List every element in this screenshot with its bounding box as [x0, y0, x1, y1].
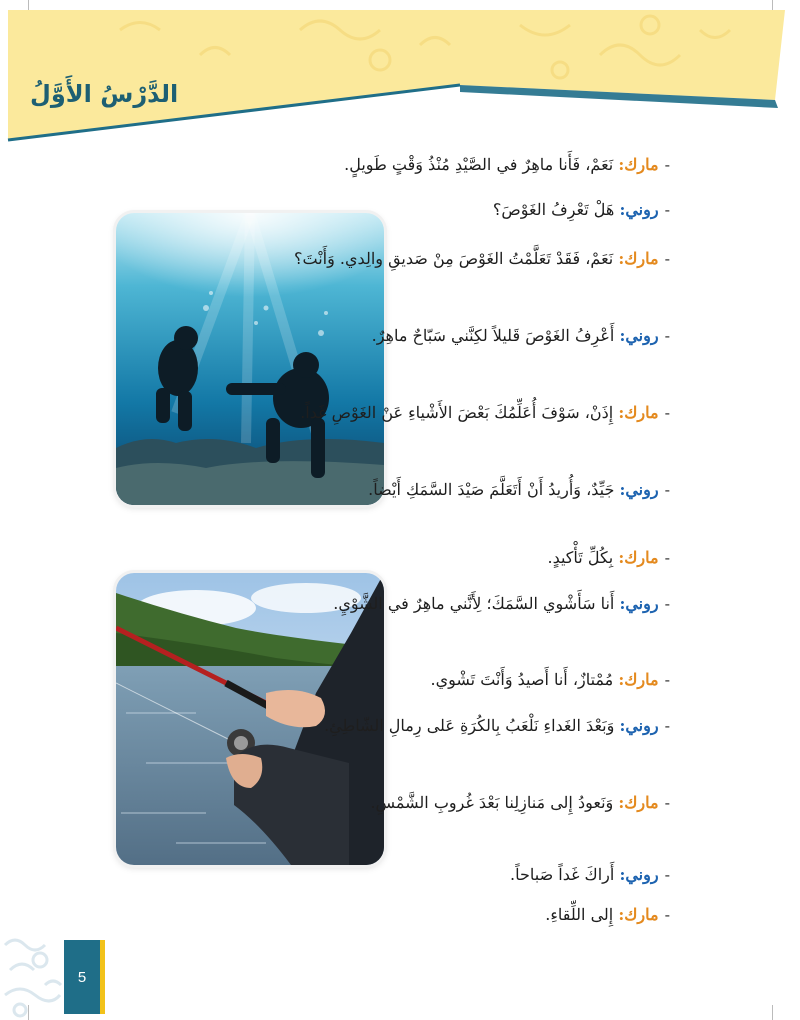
dialogue-line [270, 469, 670, 511]
speaker-colon: : [619, 865, 626, 884]
line-text: إِذَنْ، سَوْفَ أُعَلِّمُكَ بَعْضَ الأَشْياءِ عَنْ الغَوْصِ غَداً. [300, 403, 619, 422]
page-number-text: 5 [77, 968, 87, 986]
speaker-colon: : [618, 905, 625, 924]
speaker-name: مارك [624, 155, 659, 174]
speaker-colon: : [618, 249, 625, 268]
dialogue-line [270, 670, 670, 689]
dash: - [664, 865, 670, 884]
speaker-colon: : [619, 716, 626, 735]
speaker-colon: : [618, 793, 625, 812]
dialogue-line [270, 782, 670, 824]
dialogue-line [150, 155, 670, 174]
speaker-name: روني [625, 865, 659, 884]
line-text: هَلْ تَعْرِفُ الغَوْصَ؟ [492, 200, 620, 219]
speaker-colon: : [619, 480, 626, 499]
dialogue-line [150, 200, 670, 219]
dialogue-line [270, 583, 670, 625]
line-text: أَنا سَأَشْوي السَّمَكَ؛ لِأَنَّني ماهِرٌ في الشَّوْيِ. [333, 594, 620, 613]
dash: - [664, 670, 670, 689]
dash: - [664, 716, 670, 735]
line-text: بِكُلِّ تَأْكيدٍ. [547, 548, 619, 567]
dialogue-line [270, 238, 670, 280]
line-text: نَعَمْ، فَأَنا ماهِرٌ في الصَّيْدِ مُنْذُ وَقْتٍ طَويلٍ. [344, 155, 619, 174]
dash: - [664, 326, 670, 345]
speaker-name: روني [625, 594, 659, 613]
line-text: إِلى اللِّقاءِ. [545, 905, 619, 924]
dash: - [664, 594, 670, 613]
dialogue-line [270, 865, 670, 884]
dash: - [664, 403, 670, 422]
line-text: وَبَعْدَ الغَداءِ نَلْعَبُ بِالكُرَةِ عَلى رِمالِ الشّاطِئِ. [324, 716, 620, 735]
crop-mark [772, 1005, 773, 1020]
dash: - [664, 480, 670, 499]
lesson-title: الدَّرْسُ الأَوَّلُ [30, 80, 179, 108]
speaker-name: روني [625, 326, 659, 345]
speaker-name: روني [625, 716, 659, 735]
speaker-colon: : [619, 594, 626, 613]
speaker-name: مارك [624, 548, 659, 567]
speaker-name: مارك [624, 905, 659, 924]
speaker-name: مارك [624, 249, 659, 268]
line-text: أَراكَ غَداً صَباحاً. [510, 865, 620, 884]
speaker-colon: : [618, 403, 625, 422]
speaker-colon: : [618, 155, 625, 174]
dash: - [664, 249, 670, 268]
page-number [64, 940, 105, 1014]
dash: - [664, 793, 670, 812]
speaker-name: مارك [624, 670, 659, 689]
dash: - [664, 548, 670, 567]
line-text: جَيِّدٌ، وَأُريدُ أَنْ أَتَعَلَّمَ صَيْدَ السَّمَكِ أَيْضاً. [368, 480, 620, 499]
speaker-colon: : [618, 548, 625, 567]
dialogue-line [270, 548, 670, 567]
speaker-name: مارك [624, 793, 659, 812]
dash: - [664, 155, 670, 174]
dialogue-line [270, 392, 670, 434]
dash: - [664, 905, 670, 924]
header-banner [0, 0, 800, 150]
line-text: مُمْتازٌ، أَنا أَصيدُ وَأَنْتَ تَشْوي. [430, 670, 619, 689]
line-text: أَعْرِفُ الغَوْصَ قَليلاً لكِنَّني سَبّاحٌ ماهِرٌ. [371, 326, 620, 345]
dialogue-line [270, 315, 670, 357]
speaker-colon: : [619, 200, 626, 219]
dash: - [664, 200, 670, 219]
dialogue-line [270, 905, 670, 924]
speaker-colon: : [619, 326, 626, 345]
speaker-name: مارك [624, 403, 659, 422]
line-text: نَعَمْ، فَقَدْ تَعَلَّمْتُ الغَوْصَ مِنْ صَديقِ والِدي. وَأَنْتَ؟ [294, 249, 619, 268]
speaker-name: روني [625, 480, 659, 499]
speaker-name: روني [625, 200, 659, 219]
line-text: وَنَعودُ إِلى مَنازِلِنا بَعْدَ غُروبِ الشَّمْسِ. [370, 793, 619, 812]
corner-pattern [0, 930, 70, 1020]
dialogue-line [270, 705, 670, 747]
speaker-colon: : [618, 670, 625, 689]
